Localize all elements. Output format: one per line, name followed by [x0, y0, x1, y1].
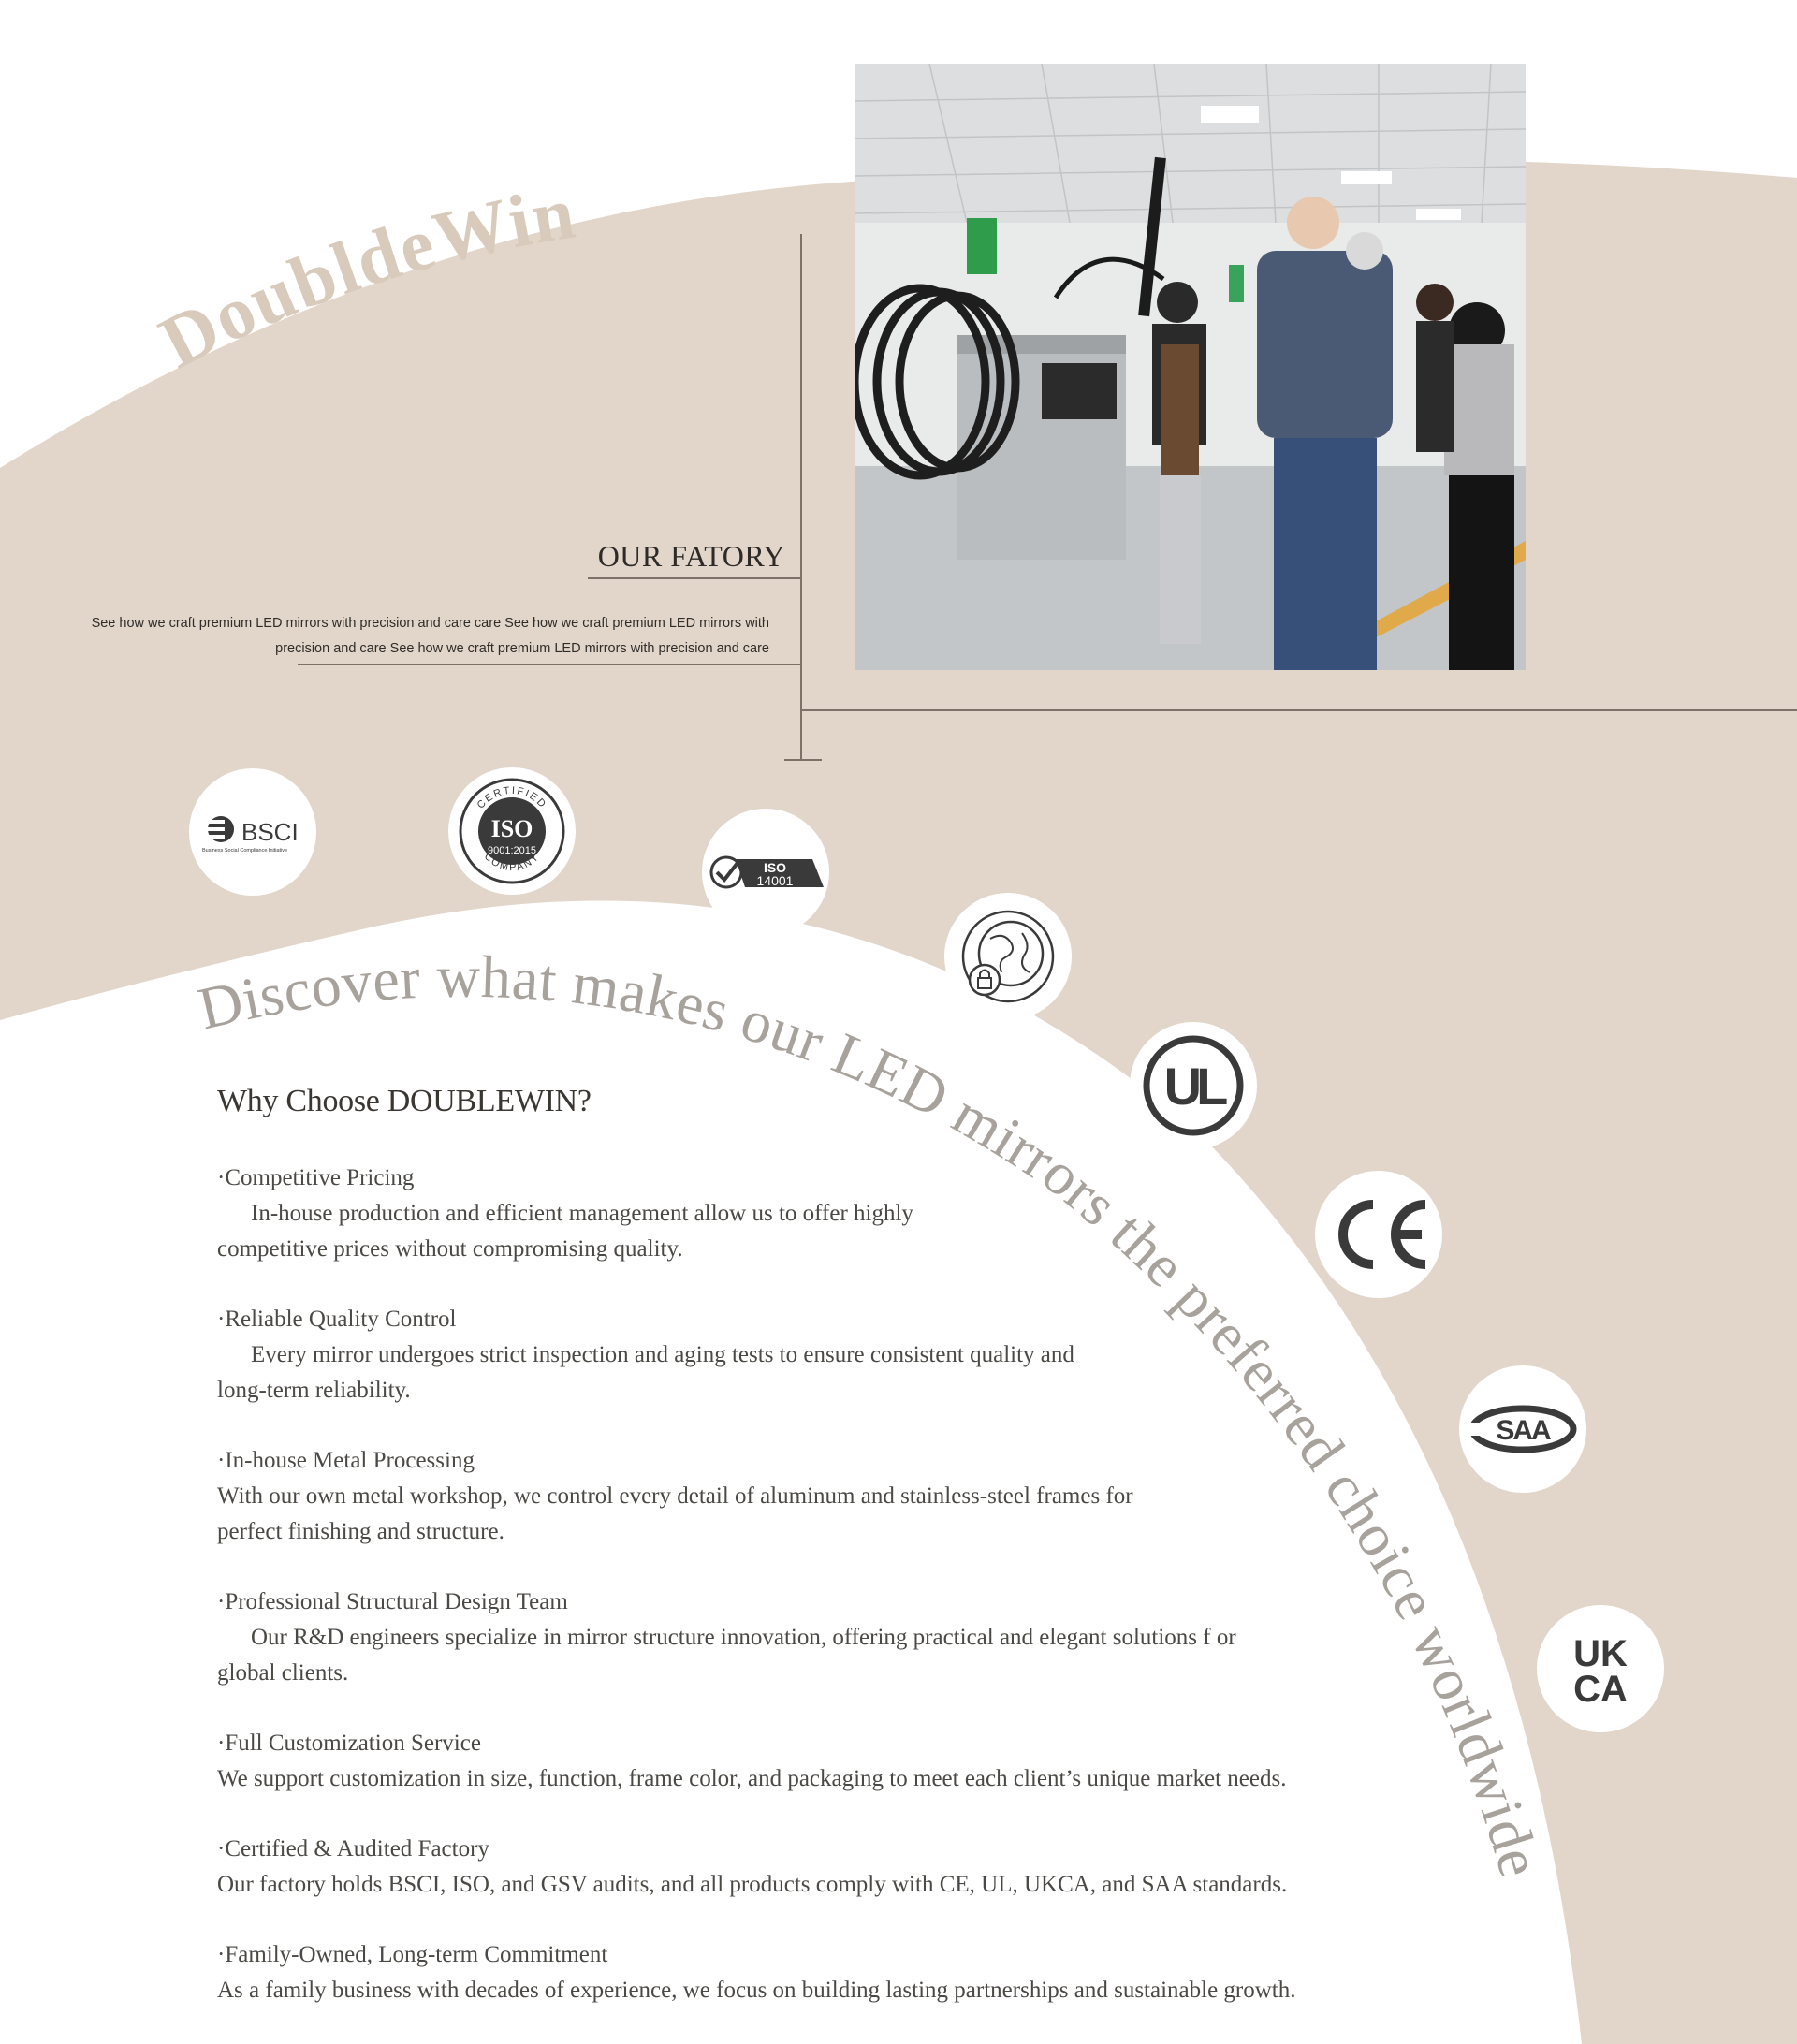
iso-top-text: CERTIFIED	[475, 784, 549, 811]
iso-14001-icon	[708, 844, 824, 900]
feature-desc: As a family business with decades of experience, we focus on building lasting partnerships and sustainable growth.	[217, 1978, 1296, 2003]
factory-title: OUR FATORY	[597, 539, 785, 573]
feature-quality-control	[217, 1302, 1387, 1409]
ukca-line1: UK	[1573, 1633, 1628, 1674]
divider-vertical	[800, 234, 802, 760]
factory-photo	[855, 64, 1526, 670]
feature-title: ·Full Customization Service	[217, 1730, 481, 1756]
saa-logo-icon	[1467, 1396, 1579, 1462]
cert-gsv	[944, 893, 1072, 1020]
feature-family-owned	[217, 1937, 1387, 2008]
feature-desc: Our factory holds BSCI, ISO, and GSV audits, and all products comply with CE, UL, UKCA, and SAA standards.	[217, 1872, 1288, 1897]
feature-title: ·Competitive Pricing	[217, 1165, 415, 1190]
feature-design-team	[217, 1584, 1387, 1691]
ukca-logo-icon	[1558, 1627, 1643, 1711]
feature-title: ·Reliable Quality Control	[217, 1307, 457, 1332]
bsci-label: BSCI	[241, 818, 299, 846]
feature-customization	[217, 1726, 1387, 1797]
globe-lock-icon	[957, 905, 1059, 1008]
why-title: Why Choose DOUBLEWIN?	[217, 1084, 592, 1118]
saa-label: SAA	[1496, 1415, 1550, 1446]
cert-saa	[1459, 1365, 1586, 1493]
feature-title: ·In-house Metal Processing	[217, 1448, 475, 1473]
ul-logo-icon	[1137, 1029, 1249, 1142]
cert-iso14001	[702, 809, 829, 936]
brand-curved-text: DoubldeWin	[147, 171, 582, 385]
iso14001-label: ISO	[763, 860, 787, 875]
ukca-line2: CA	[1573, 1669, 1628, 1710]
feature-desc: With our own metal workshop, we control every detail of aluminum and stainless-steel frames for perfect finishing and structure.	[217, 1483, 1133, 1544]
feature-competitive-pricing	[217, 1161, 1387, 1267]
cert-ukca	[1537, 1605, 1664, 1732]
iso-label: ISO	[490, 815, 533, 842]
cert-bsci	[189, 768, 316, 896]
feature-desc: Our R&D engineers specialize in mirror structure innovation, offering practical and elegant solutions f or global clients.	[217, 1625, 1236, 1686]
feature-metal-processing	[217, 1443, 1387, 1550]
divider-desc-underline	[298, 664, 801, 665]
cert-iso9001	[448, 767, 576, 895]
iso-9001-icon	[454, 773, 570, 889]
feature-desc: In-house production and efficient management allow us to offer highly competitive prices without compromising quality.	[217, 1201, 913, 1262]
feature-title: ·Certified & Audited Factory	[217, 1836, 489, 1862]
iso-bottom-text: COMPANY	[481, 851, 543, 874]
feature-desc: Every mirror undergoes strict inspection and aging tests to ensure consistent quality and long-term reliability.	[217, 1342, 1074, 1403]
divider-title-underline	[588, 577, 801, 579]
iso14001-code: 14001	[756, 873, 794, 888]
cert-ul	[1130, 1022, 1257, 1149]
feature-title: ·Professional Structural Design Team	[217, 1589, 568, 1614]
iso-code: 9001:2015	[488, 845, 536, 856]
divider-foot	[784, 759, 822, 761]
feature-list	[217, 1161, 1387, 2043]
feature-certified-factory	[217, 1832, 1387, 1903]
bsci-sub: Business Social Compliance Initiative	[202, 848, 288, 854]
bsci-logo-icon	[200, 809, 305, 855]
ul-label: UL	[1163, 1057, 1223, 1116]
tagline-curved-text: Discover what makes our LED mirrors the preferred choice worldwide	[192, 942, 1555, 1885]
divider-horizontal	[801, 709, 1797, 711]
feature-desc: We support customization in size, function, frame color, and packaging to meet each client’s unique market needs.	[217, 1766, 1287, 1791]
feature-title: ·Family-Owned, Long-term Commitment	[217, 1942, 608, 1967]
factory-description: See how we craft premium LED mirrors with precision and care care See how we craft premium LED mirrors with precision and care See how we craft premium LED mirrors with precision and care	[91, 616, 769, 656]
